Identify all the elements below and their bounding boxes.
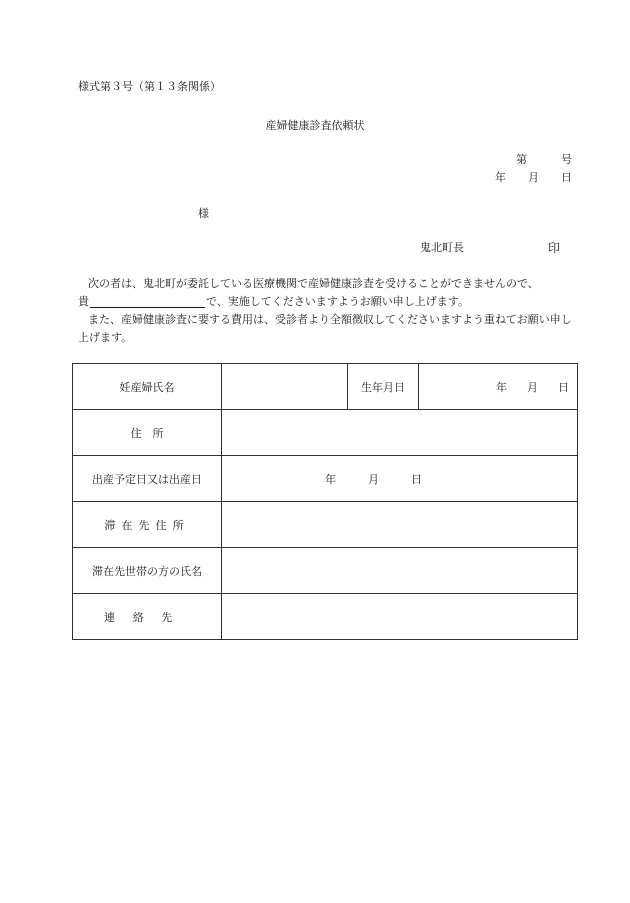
body-line-1: 次の者は、鬼北町が委託している医療機関で産婦健康診査を受けることができませんので、 [88, 277, 539, 290]
seal-mark: 印 [548, 241, 561, 255]
institution-blank[interactable] [90, 296, 205, 308]
due-label: 出産予定日又は出産日 [73, 456, 222, 502]
due-day: 日 [411, 472, 422, 486]
table-row-name [73, 364, 578, 410]
address-field[interactable] [222, 410, 578, 456]
body-line-2-suffix: で、実施してくださいますようお願い申し上げます。 [206, 295, 469, 308]
contact-field[interactable] [222, 594, 578, 640]
stay-address-label: 滞在先住所 [73, 502, 222, 548]
addressee: 様 [198, 207, 209, 220]
body-line-2 [78, 296, 469, 308]
issue-date-month: 月 [528, 171, 539, 184]
table-row-stay [73, 502, 578, 548]
table-row-address [73, 410, 578, 456]
name-field[interactable] [222, 364, 348, 410]
due-year: 年 [325, 472, 336, 486]
form-number: 様式第３号（第１３条関係） [78, 80, 221, 93]
issue-date [495, 172, 572, 183]
table-row-host [73, 548, 578, 594]
contact-label: 連絡先 [73, 594, 222, 640]
stay-address-field[interactable] [222, 502, 578, 548]
reference-prefix: 第 [516, 153, 527, 166]
birth-year: 年 [496, 380, 507, 394]
table-row-due [73, 456, 578, 502]
name-label: 妊産婦氏名 [73, 364, 222, 410]
due-month: 月 [368, 472, 379, 486]
due-field[interactable] [222, 456, 578, 502]
document-title: 産婦健康診査依頼状 [265, 119, 365, 132]
issue-date-year: 年 [495, 171, 506, 184]
issue-date-day: 日 [561, 171, 572, 184]
info-table [72, 363, 578, 640]
birth-month: 月 [527, 380, 538, 394]
birth-day: 日 [558, 380, 569, 394]
reference-suffix: 号 [561, 153, 572, 166]
host-name-label: 滞在先世帯の方の氏名 [73, 548, 222, 594]
table-row-contact [73, 594, 578, 640]
body-line-4: 上げます。 [78, 331, 133, 344]
body-line-2-prefix: 貴 [78, 295, 89, 308]
reference-number [516, 154, 572, 165]
address-label: 住 所 [73, 410, 222, 456]
birth-label: 生年月日 [348, 364, 419, 410]
birth-field[interactable] [419, 364, 578, 410]
issuer-name: 鬼北町長 [420, 241, 464, 254]
body-line-3: また、産婦健康診査に要する費用は、受診者より全額徴収してくださいますよう重ねてお願い申し [88, 313, 572, 326]
host-name-field[interactable] [222, 548, 578, 594]
